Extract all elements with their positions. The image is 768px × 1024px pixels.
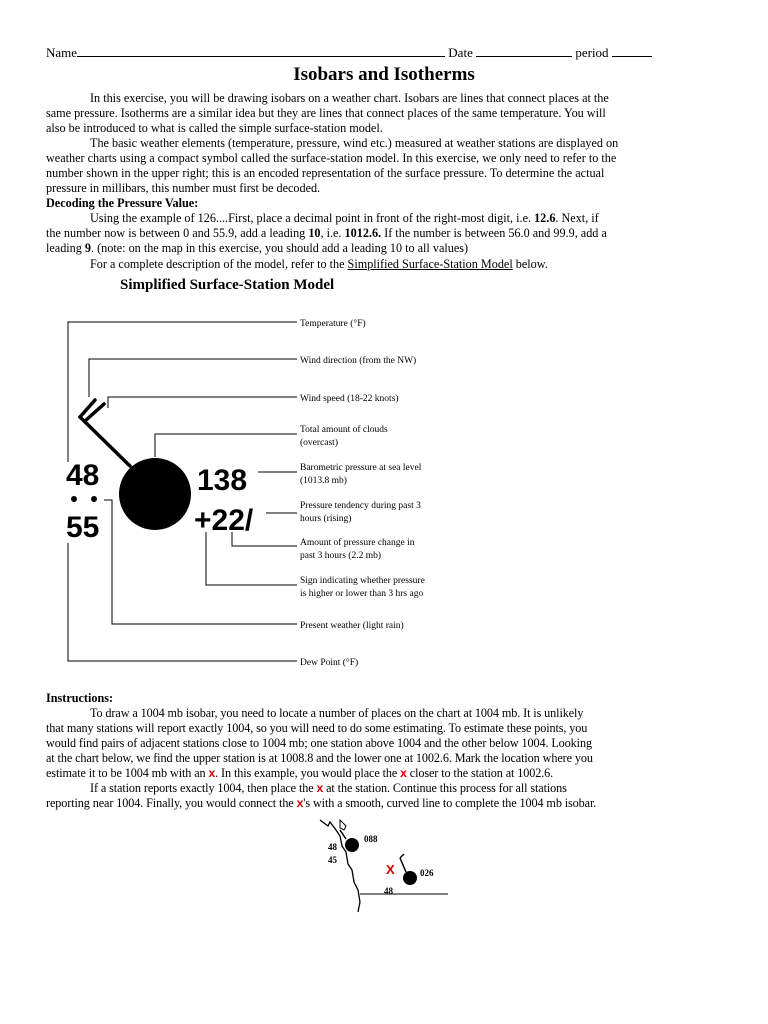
wind-barb [80, 400, 130, 466]
model-reference-link: Simplified Surface-Station Model [347, 257, 513, 271]
decoding-text: below. [512, 257, 548, 271]
instructions-line [46, 796, 726, 811]
decoding-text: If the number is between 56.0 and 99.9, add a [381, 226, 607, 240]
decoding-text: Using the example of 126....First, place a decimal point in front of the right-most digit, i.e. [90, 211, 535, 225]
red-x-mark: x [208, 766, 216, 780]
decoding-emphasis: 10 [308, 226, 321, 240]
instructions-line: would find pairs of adjacent stations close to 1004 mb; one station above 1004 and the other below 1004. Looking [46, 736, 592, 750]
decoding-heading: Decoding the Pressure Value: [46, 196, 199, 210]
instructions-line [46, 766, 726, 781]
date-label: Date [448, 45, 473, 60]
intro-line: pressure in millibars, this number must first be decoded. [46, 181, 321, 195]
label-present-weather: Present weather (light rain) [300, 621, 404, 631]
model-pressure: 138 [197, 464, 248, 497]
rain-dot [71, 496, 77, 502]
intro-line: The basic weather elements (temperature, pressure, wind etc.) measured at weather stations are displayed on [90, 136, 619, 150]
station-1-pressure: 088 [364, 834, 378, 844]
page-title: Isobars and Isotherms [293, 64, 475, 85]
label-wind-direction: Wind direction (from the NW) [300, 356, 417, 366]
instructions-heading: Instructions: [46, 691, 114, 705]
instructions-line [46, 781, 768, 796]
model-temperature: 48 [66, 459, 100, 492]
label-tendency: Pressure tendency during past 3 [300, 501, 421, 511]
intro-line: also be introduced to what is called the simple surface-station model. [46, 121, 383, 135]
station-values [328, 834, 434, 896]
instructions-text: at the station. Continue this process for all stations [323, 781, 567, 795]
label-sign: is higher or lower than 3 hrs ago [300, 589, 424, 599]
decoding-emphasis: 9 [84, 241, 92, 255]
intro-line: In this exercise, you will be drawing isobars on a weather chart. Isobars are lines that connect places at the [90, 91, 609, 105]
station-2-pressure: 026 [420, 868, 434, 878]
intro-line: same pressure. Isotherms are a similar idea but they are lines that connect places of the same temperature. You will [46, 106, 606, 120]
station-dot [403, 871, 417, 885]
model-tendency: +22/ [194, 504, 254, 537]
label-change: Amount of pressure change in [300, 538, 415, 548]
label-sign: Sign indicating whether pressure [300, 576, 425, 586]
label-barometric: Barometric pressure at sea level [300, 463, 422, 473]
decoding-emphasis: 12.6 [534, 211, 556, 225]
instructions-line: that many stations will report exactly 1004, so you will need to do some estimating. To estimate these points, you [46, 721, 588, 735]
decoding-text: the number now is between 0 and 55.9, add a leading [46, 226, 309, 240]
decoding-text: . (note: on the map in this exercise, you should add a leading 10 to all values) [91, 241, 469, 255]
instructions-text: 's with a smooth, curved line to complete the 1004 mb isobar. [303, 796, 597, 810]
coastline-island [340, 820, 346, 830]
station-wind-barb [400, 854, 404, 858]
instructions-text: estimate it to be 1004 mb with an [46, 766, 209, 780]
model-labels [300, 318, 425, 668]
instructions-text: reporting near 1004. Finally, you would connect the [46, 796, 297, 810]
red-x-mark: x [316, 781, 324, 795]
label-dewpoint: Dew Point (°F) [300, 658, 359, 668]
rain-dot [91, 496, 97, 502]
decoding-text: leading [46, 241, 85, 255]
label-wind-speed: Wind speed (18-22 knots) [300, 394, 399, 404]
station-2-dew: 48 [384, 886, 393, 896]
decoding-text: , i.e. [320, 226, 345, 240]
label-change: past 3 hours (2.2 mb) [300, 551, 382, 561]
intro-line: weather charts using a compact symbol called the surface-station model. In this exercise, we only need to refer to the [46, 151, 617, 165]
example-map [300, 812, 460, 922]
label-tendency: hours (rising) [300, 514, 352, 524]
label-clouds: (overcast) [300, 438, 338, 448]
period-label: period [575, 45, 609, 60]
label-clouds: Total amount of clouds [300, 425, 388, 435]
instructions-text: If a station reports exactly 1004, then place the [90, 781, 317, 795]
instructions-text: . In this example, you would place the [215, 766, 401, 780]
model-title: Simplified Surface-Station Model [120, 277, 335, 293]
instructions-text: closer to the station at 1002.6. [406, 766, 554, 780]
model-dewpoint: 55 [66, 511, 100, 544]
station-dot [345, 838, 359, 852]
label-temperature: Temperature (°F) [300, 319, 366, 329]
decoding-text: . Next, if [555, 211, 599, 225]
decoding-text: For a complete description of the model, refer to the [90, 257, 348, 271]
instructions-line: To draw a 1004 mb isobar, you need to locate a number of places on the chart at 1004 mb. It is unlikely [90, 706, 584, 720]
instructions-line: at the chart below, we find the upper station is at 1008.8 and the lower one at 1002.6. Mark the location where you [46, 751, 593, 765]
station-1-temp: 48 [328, 842, 337, 852]
station-1-dew: 45 [328, 855, 337, 865]
red-x-mark: x [296, 796, 304, 810]
cloud-cover-circle [119, 458, 191, 530]
isobar-x-mark: X [386, 862, 395, 877]
coastline [320, 820, 360, 912]
intro-line: number shown in the upper right; this is an encoded representation of the surface pressure. To determine the actual [46, 166, 605, 180]
label-barometric: (1013.8 mb) [300, 476, 347, 486]
name-label: Name [46, 45, 78, 60]
station-wind-barb [400, 858, 406, 872]
red-x-mark: x [400, 766, 407, 780]
decoding-emphasis: 1012.6. [344, 226, 382, 240]
